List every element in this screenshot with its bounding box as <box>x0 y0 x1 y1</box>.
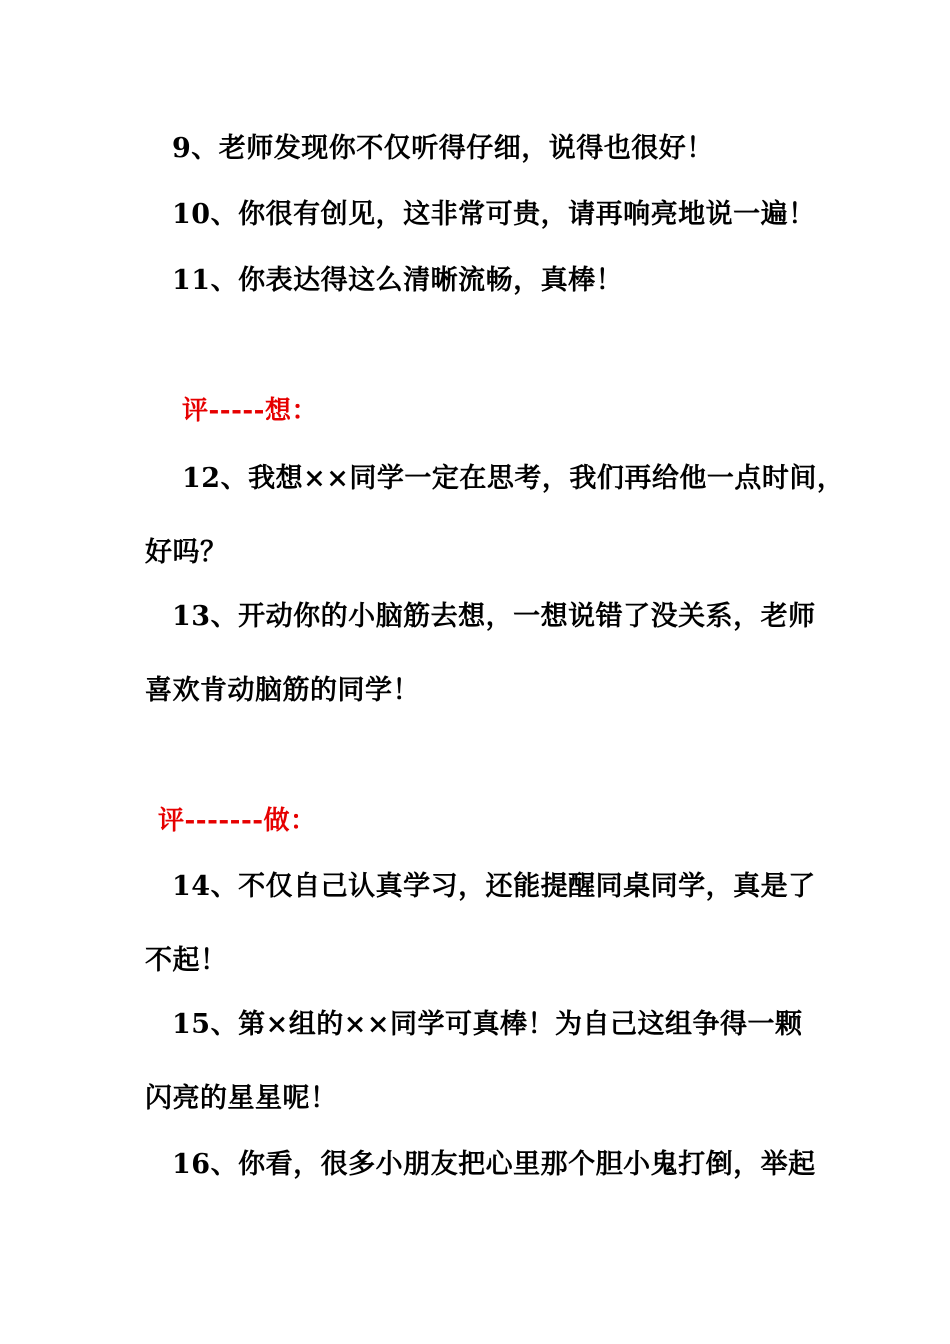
praise-item-15-line-2: 闪亮的星星呢！ <box>145 1083 338 1114</box>
section-heading-do: 评-------做： <box>158 806 317 836</box>
praise-item-10: 10、你很有创见，这非常可贵，请再响亮地说一遍！ <box>172 199 816 230</box>
praise-item-12-line-2: 好吗？ <box>145 537 228 568</box>
praise-item-13-line-2: 喜欢肯动脑筋的同学！ <box>145 675 420 706</box>
praise-item-11: 11、你表达得这么清晰流畅，真棒！ <box>172 265 624 296</box>
praise-item-14-line-2: 不起！ <box>145 945 228 976</box>
praise-item-9: 9、老师发现你不仅听得仔细，说得也很好！ <box>172 133 714 164</box>
praise-item-13-line-1: 13、开动你的小脑筋去想，一想说错了没关系，老师 <box>172 601 816 632</box>
praise-item-15-line-1: 15、第×组的××同学可真棒！为自己这组争得一颗 <box>172 1009 803 1040</box>
section-heading-think: 评-----想： <box>182 396 318 426</box>
praise-item-12-line-1: 12、我想××同学一定在思考，我们再给他一点时间， <box>182 463 845 494</box>
praise-item-16-line-1: 16、你看，很多小朋友把心里那个胆小鬼打倒，举起 <box>172 1149 816 1180</box>
praise-item-14-line-1: 14、不仅自己认真学习，还能提醒同桌同学，真是了 <box>172 871 816 902</box>
